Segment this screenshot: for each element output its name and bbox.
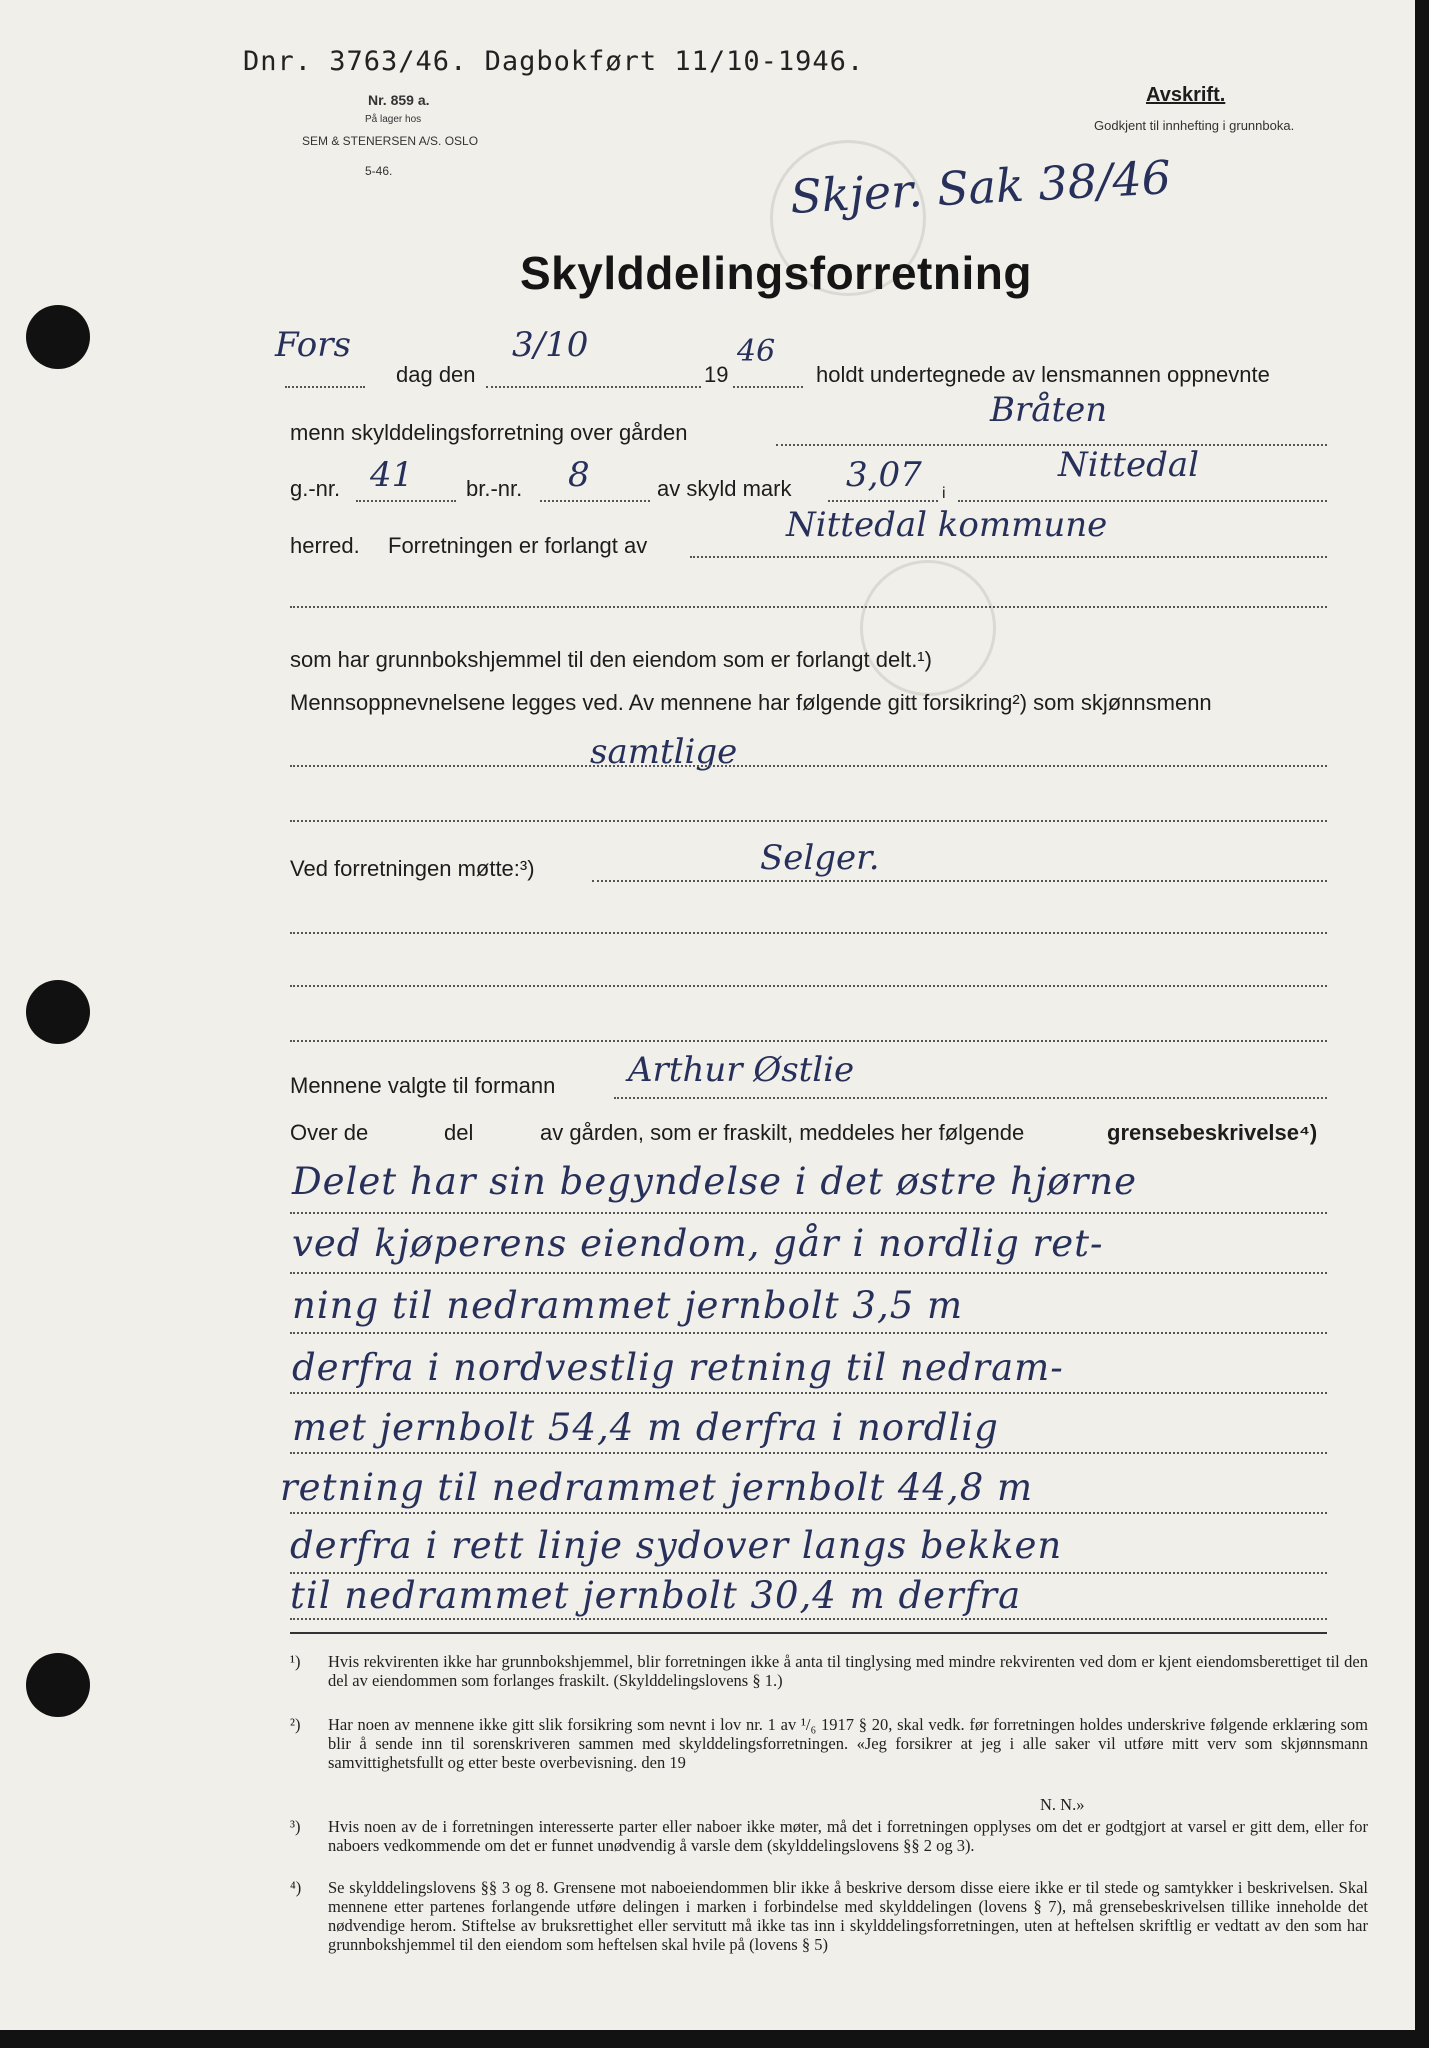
publisher-line: SEM & STENERSEN A/S. OSLO — [302, 134, 479, 148]
form-label: holdt undertegnede av lensmannen oppnevnte — [816, 362, 1270, 387]
description-dots — [290, 1618, 1327, 1620]
description-line: til nedrammet jernbolt 30,4 m derfra — [290, 1574, 1022, 1617]
punch-hole — [26, 980, 90, 1044]
form-label: Forretningen er forlangt av — [388, 533, 648, 558]
blank-dots — [290, 985, 1327, 987]
form-label: Ved forretningen møtte:³) — [290, 856, 535, 881]
footnote: ³) Hvis noen av de i forretningen interesserte parter eller naboer ikke møter, må det i forretningen opplyses om det er godtgjort at varsel er gitt dem, eller for naboers vedkommende om det er funnet unødvendig å varsle dem (skylddelingslovens §§ 2 og 3). — [290, 1817, 1368, 1855]
blank-dots — [290, 1040, 1327, 1042]
description-line: retning til nedrammet jernbolt 44,8 m — [280, 1466, 1034, 1509]
year-dots — [733, 386, 803, 388]
description-dots — [290, 1452, 1327, 1454]
form-number: Nr. 859 a. — [368, 92, 430, 108]
punch-hole — [26, 1653, 90, 1717]
place-value: Fors — [275, 325, 351, 365]
bnr-value: 8 — [568, 455, 590, 495]
blank-dots — [290, 820, 1327, 822]
form-label: av skyld mark — [657, 476, 792, 501]
form-label: Over de — [290, 1120, 369, 1145]
blank-dots — [290, 932, 1327, 934]
farm-name-value: Bråten — [990, 390, 1108, 430]
sworn-men-dots — [290, 765, 1327, 767]
gnr-value: 41 — [370, 455, 414, 495]
form-label: av gården, som er fraskilt, meddeles her følgende — [540, 1120, 1025, 1145]
footnote: ⁴) Se skylddelingslovens §§ 3 og 8. Grensene mot naboeiendommen blir ikke å beskrive dersom disse eiere ikke er til stede og samtykker i beskrivelsen. Skal mennene etter partenes forlangende utføre delingen i marken i forbindelse med skylddelingen (lovens § 7), må grensebeskrivelsen tillike inneholde det nødvendige herom. Stiftelse av bruksrettighet eller servitutt må ikke tas inn i skylddelingsforretningen, uten at heftelsen skriftlig er vedtatt av den som har grunnbokshjemmel til den eiendom som heftelsen skal hvile på (lovens § 5) — [290, 1878, 1368, 1954]
description-dots — [290, 1332, 1327, 1334]
description-dots — [290, 1512, 1327, 1514]
description-line: ning til nedrammet jernbolt 3,5 m — [292, 1284, 964, 1327]
avskrift-note: Godkjent til innhefting i grunnboka. — [1094, 118, 1295, 133]
chairman-dots — [614, 1097, 1327, 1099]
municipality-dots — [958, 500, 1327, 502]
skyld-dots — [828, 500, 938, 502]
form-label: dag den — [396, 362, 476, 387]
form-label: Mennene valgte til formann — [290, 1073, 556, 1098]
footnote-signature: N. N.» — [1040, 1795, 1085, 1814]
description-line: derfra i rett linje sydover langs bekken — [290, 1524, 1063, 1567]
place-dots — [285, 386, 365, 388]
description-dots — [290, 1392, 1327, 1394]
sworn-men-value: samtlige — [590, 732, 738, 772]
date-dots — [486, 386, 701, 388]
footnote-separator — [290, 1632, 1327, 1634]
form-label: grensebeskrivelse⁴) — [1107, 1120, 1318, 1145]
avskrift-label: Avskrift. — [1146, 84, 1226, 106]
publisher-line: På lager hos — [365, 114, 422, 125]
requester-dots — [690, 556, 1327, 558]
page-title: Skylddelingsforretning — [520, 247, 1032, 299]
form-label: herred. — [290, 533, 360, 558]
footnote: ¹) Hvis rekvirenten ikke har grunnbokshjemmel, blir forretningen ikke å anta til tinglysing med mindre rekvirenten ved dom er kjent eiendomsberettiget til den del av eiendommen som forlanges fraskilt. (Skylddelingslovens § 1.) — [290, 1652, 1368, 1690]
attendees-dots — [592, 880, 1327, 882]
skyld-value: 3,07 — [846, 455, 922, 495]
form-label: br.-nr. — [466, 476, 523, 501]
chairman-value: Arthur Østlie — [628, 1050, 855, 1090]
form-label: i — [942, 485, 946, 502]
year-value: 46 — [737, 334, 776, 369]
form-label: del — [444, 1120, 474, 1145]
punch-hole — [26, 305, 90, 369]
description-line: derfra i nordvestlig retning til nedram- — [292, 1346, 1064, 1389]
form-label: menn skylddelingsforretning over gården — [290, 420, 688, 445]
date-value: 3/10 — [512, 325, 589, 365]
description-line: met jernbolt 54,4 m derfra i nordlig — [292, 1406, 999, 1449]
handwritten-case-reference: Skjer. Sak 38/46 — [788, 150, 1173, 224]
gnr-dots — [356, 500, 456, 502]
form-label: 19 — [704, 362, 729, 387]
footnote: ²) Har noen av mennene ikke gitt slik forsikring som nevnt i lov nr. 1 av ¹/₆ 1917 § 20, skal vedk. før forretningen holdes underskrive følgende erklæring som blir å sende inn til sorenskriveren sammen med skylddelingsforretningen. «Jeg forsikrer at jeg i alle saker vil utføre mitt verv som skjønnsmann samvittighetsfullt og etter beste overbevisning. den 19 — [290, 1715, 1368, 1772]
bnr-dots — [540, 500, 650, 502]
form-label: Mennsoppnevnelsene legges ved. Av mennene har følgende gitt forsikring²) som skjønnsmenn — [290, 690, 1212, 715]
blank-dots — [290, 606, 1327, 608]
farm-dots — [776, 444, 1327, 446]
requester-value: Nittedal kommune — [786, 505, 1108, 545]
publisher-line: 5-46. — [365, 164, 393, 178]
attendees-value: Selger. — [760, 838, 880, 878]
description-dots — [290, 1212, 1327, 1214]
municipality-value: Nittedal — [1058, 445, 1199, 485]
form-label: g.-nr. — [290, 476, 341, 501]
diary-number: Dnr. 3763/46. Dagbokført 11/10-1946. — [243, 46, 865, 77]
faded-stamp — [860, 560, 996, 696]
form-label: som har grunnbokshjemmel til den eiendom som er forlangt delt.¹) — [290, 647, 932, 672]
description-line: ved kjøperens eiendom, går i nordlig ret- — [292, 1222, 1104, 1265]
description-line: Delet har sin begyndelse i det østre hjørne — [292, 1160, 1138, 1203]
description-dots — [290, 1272, 1327, 1274]
